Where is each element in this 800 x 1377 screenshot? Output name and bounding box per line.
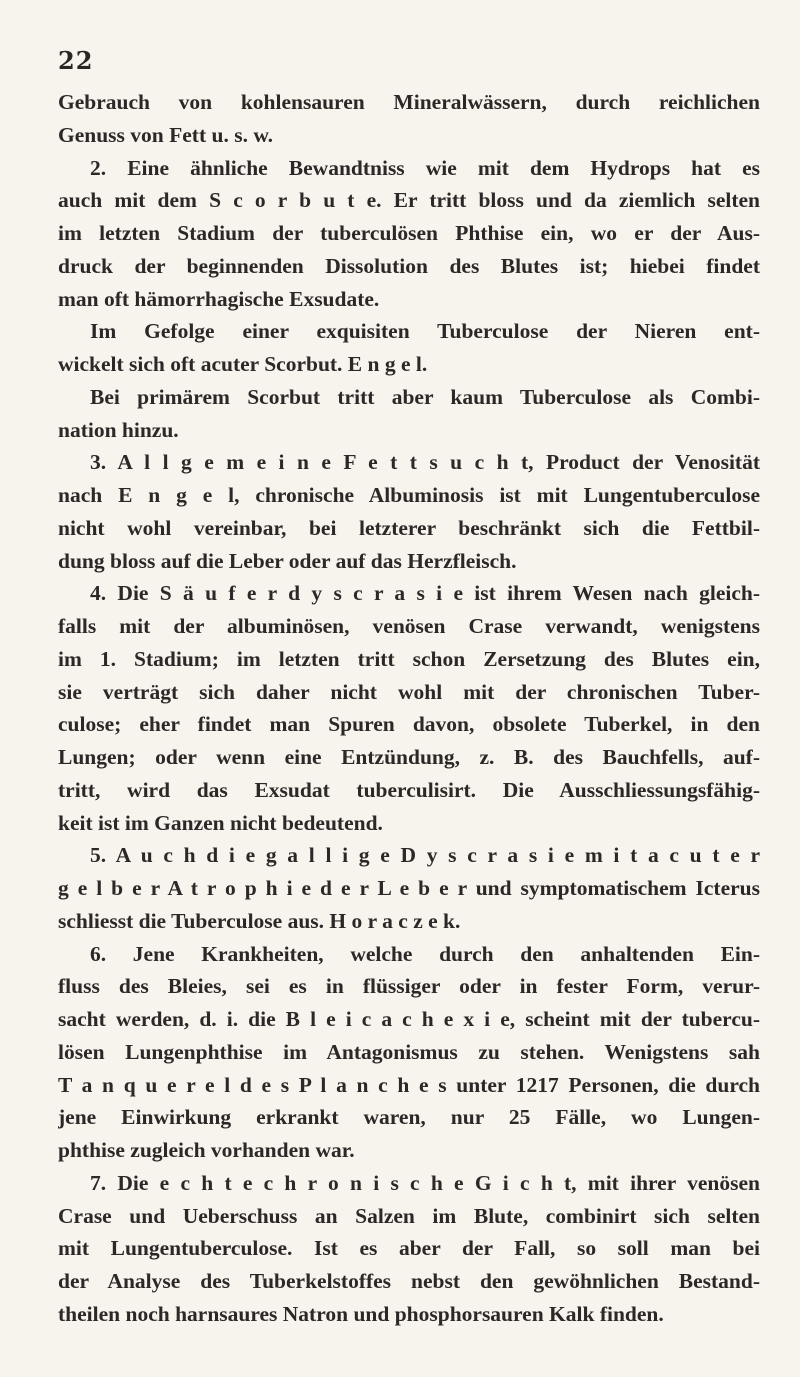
text-line: jene Einwirkung erkrankt waren, nur 25 Fälle, wo Lungen-: [58, 1105, 760, 1130]
text-line: mit Lungentuberculose. Ist es aber der Fall, so soll man bei: [58, 1236, 760, 1261]
text-line: Im Gefolge einer exquisiten Tuberculose der Nieren ent-: [90, 319, 760, 344]
text-line: schliesst die Tuberculose aus. H o r a c z e k.: [58, 908, 461, 933]
text-line: Genuss von Fett u. s. w.: [58, 122, 274, 147]
text-line: auch mit dem S c o r b u t e. Er tritt bloss und da ziemlich selten: [58, 188, 760, 213]
text-line: keit ist im Ganzen nicht bedeutend.: [58, 810, 383, 835]
text-line: sie verträgt sich daher nicht wohl mit der chronischen Tuber-: [58, 679, 760, 704]
text-line: nach E n g e l, chronische Albuminosis ist mit Lungentuberculose: [58, 483, 760, 507]
body-text: [58, 86, 760, 1331]
text-line: nation hinzu.: [58, 417, 179, 442]
text-line: g e l b e r A t r o p h i e d e r L e b e r und symptomatischem Icterus: [58, 876, 760, 900]
text-line: Lungen; oder wenn eine Entzündung, z. B. des Bauchfells, auf-: [58, 745, 760, 769]
text-line: T a n q u e r e l d e s P l a n c h e s unter 1217 Personen, die durch: [58, 1072, 760, 1097]
text-line: phthise zugleich vorhanden war.: [58, 1138, 355, 1162]
text-line: culose; eher findet man Spuren davon, obsolete Tuberkel, in den: [58, 712, 760, 737]
text-line: 2. Eine ähnliche Bewandtniss wie mit dem Hydrops hat es: [90, 155, 760, 180]
text-line: Crase und Ueberschuss an Salzen im Blute, combinirt sich selten: [58, 1203, 760, 1228]
text-line: fluss des Bleies, sei es in flüssiger oder in fester Form, verur-: [58, 974, 760, 999]
text-line: dung bloss auf die Leber oder auf das Herzfleisch.: [58, 548, 517, 573]
text-line: nicht wohl vereinbar, bei letzterer beschränkt sich die Fettbil-: [58, 515, 760, 540]
text-line: wickelt sich oft acuter Scorbut. E n g e l.: [58, 352, 428, 376]
text-line: der Analyse des Tuberkelstoffes nebst den gewöhnlichen Bestand-: [58, 1269, 760, 1293]
text-line: im 1. Stadium; im letzten tritt schon Zersetzung des Blutes ein,: [58, 646, 760, 671]
page-number: 22: [58, 46, 94, 75]
text-line: 5. A u c h d i e g a l l i g e D y s c r a s i e m i t a c u t e r: [90, 843, 760, 868]
text-line: Gebrauch von kohlensauren Mineralwässern, durch reichlichen: [58, 90, 760, 114]
text-line: Bei primärem Scorbut tritt aber kaum Tuberculose als Combi-: [90, 384, 760, 409]
text-line: lösen Lungenphthise im Antagonismus zu stehen. Wenigstens sah: [58, 1039, 760, 1064]
text-line: man oft hämorrhagische Exsudate.: [58, 286, 380, 311]
text-line: tritt, wird das Exsudat tuberculisirt. Die Ausschliessungsfähig-: [58, 777, 760, 802]
text-line: 6. Jene Krankheiten, welche durch den anhaltenden Ein-: [90, 941, 760, 966]
text-line: 7. Die e c h t e c h r o n i s c h e G i c h t, mit ihrer venösen: [90, 1170, 760, 1195]
text-line: 4. Die S ä u f e r d y s c r a s i e ist ihrem Wesen nach gleich-: [90, 581, 760, 606]
text-line: 3. A l l g e m e i n e F e t t s u c h t, Product der Venosität: [90, 450, 760, 475]
text-line: theilen noch harnsaures Natron und phosphorsauren Kalk finden.: [58, 1301, 664, 1326]
text-line: druck der beginnenden Dissolution des Blutes ist; hiebei findet: [58, 253, 760, 278]
text-line: im letzten Stadium der tuberculösen Phthise ein, wo er der Aus-: [58, 221, 760, 245]
text-line: falls mit der albuminösen, venösen Crase verwandt, wenigstens: [58, 614, 760, 638]
text-line: sacht werden, d. i. die B l e i c a c h e x i e, scheint mit der tubercu-: [58, 1007, 760, 1031]
